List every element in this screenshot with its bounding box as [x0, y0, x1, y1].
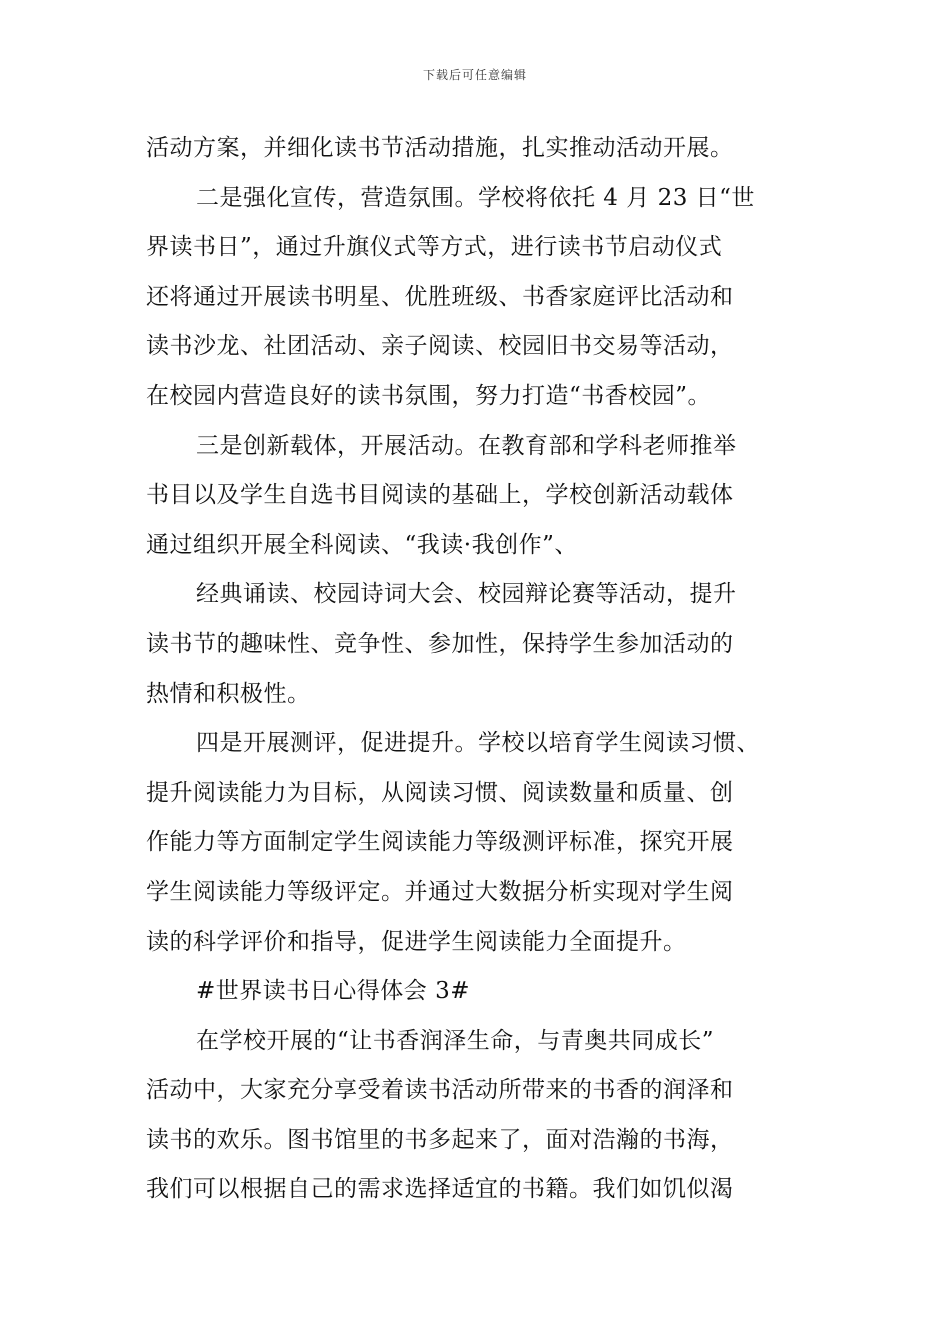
text-line: 热情和积极性。 [146, 680, 311, 707]
text-line: 界读书日”，通过升旗仪式等方式，进行读书节启动仪式 [146, 234, 723, 261]
text-line: 三是创新载体，开展活动。在教育部和学科老师推举 [196, 432, 737, 459]
text-line: 提升阅读能力为目标，从阅读习惯、阅读数量和质量、创 [146, 779, 734, 806]
text-line: 还将通过开展读书明星、优胜班级、书香家庭评比活动和 [146, 283, 734, 310]
text-line: 在学校开展的“让书香润泽生命，与青奥共同成长” [196, 1027, 715, 1054]
text-line: 我们可以根据自己的需求选择适宜的书籍。我们如饥似渴 [146, 1176, 734, 1203]
text-line: 学生阅读能力等级评定。并通过大数据分析实现对学生阅 [146, 878, 734, 905]
text-line: 活动方案，并细化读书节活动措施，扎实推动活动开展。 [146, 135, 734, 161]
text-line: 作能力等方面制定学生阅读能力等级测评标准，探究开展 [146, 829, 734, 856]
text-line: 读的科学评价和指导，促进学生阅读能力全面提升。 [146, 928, 687, 955]
text-line: 在校园内营造良好的读书氛围，努力打造“书香校园”。 [146, 382, 712, 409]
text-line: 四是开展测评，促进提升。学校以培育学生阅读习惯、 [196, 730, 760, 757]
text-line: 读书的欢乐。图书馆里的书多起来了，面对浩瀚的书海， [146, 1126, 734, 1153]
section-heading: #世界读书日心得体会 3# [196, 978, 470, 1005]
text-line: 书目以及学生自选书目阅读的基础上，学校创新活动载体 [146, 482, 734, 509]
page-header-note: 下载后可任意编辑 [422, 68, 527, 82]
text-line: 通过组织开展全科阅读、“我读·我创作”、 [146, 531, 578, 558]
text-line: 读书沙龙、社团活动、亲子阅读、校园旧书交易等活动， [146, 333, 734, 360]
text-line: 经典诵读、校园诗词大会、校园辩论赛等活动，提升 [196, 581, 737, 608]
document-body [146, 124, 826, 1215]
text-line: 二是强化宣传，营造氛围。学校将依托 4 月 23 日“世 [196, 184, 755, 211]
text-line: 读书节的趣味性、竞争性、参加性，保持学生参加活动的 [146, 630, 734, 657]
text-line: 活动中，大家充分享受着读书活动所带来的书香的润泽和 [146, 1077, 734, 1104]
